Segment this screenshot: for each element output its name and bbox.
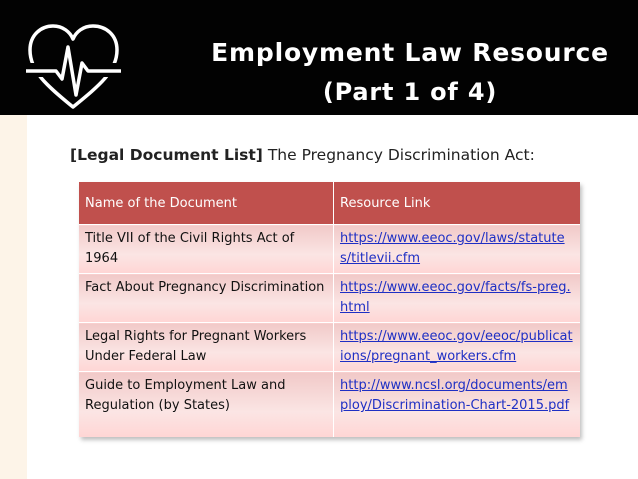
page-title: Employment Law Resource (211, 38, 609, 67)
intro-text (70, 146, 535, 164)
resource-link[interactable]: https://www.eeoc.gov/eeoc/publications/pregnant_workers.cfm (334, 323, 580, 372)
intro-description: The Pregnancy Discrimination Act: (262, 146, 535, 164)
resource-link[interactable]: https://www.eeoc.gov/laws/statutes/titlevii.cfm (334, 225, 580, 274)
intro-label: [Legal Document List] (70, 146, 263, 164)
document-name-cell: Fact About Pregnancy Discrimination (79, 274, 334, 323)
table-row (79, 225, 580, 274)
title-banner (0, 0, 638, 115)
legal-document-table (79, 182, 580, 437)
document-name-cell: Guide to Employment Law and Regulation (by States) (79, 372, 334, 438)
table-row (79, 274, 580, 323)
table-row (79, 323, 580, 372)
column-header-link: Resource Link (334, 182, 580, 225)
table-row (79, 372, 580, 438)
document-name-cell: Legal Rights for Pregnant Workers Under Federal Law (79, 323, 334, 372)
column-header-name: Name of the Document (79, 182, 334, 225)
heart-pulse-icon (26, 23, 121, 111)
resource-link[interactable]: http://www.ncsl.org/documents/employ/Discrimination-Chart-2015.pdf (334, 372, 580, 438)
resource-link[interactable]: https://www.eeoc.gov/facts/fs-preg.html (334, 274, 580, 323)
page-subtitle: (Part 1 of 4) (322, 78, 498, 106)
table-header-row (79, 182, 580, 225)
document-name-cell: Title VII of the Civil Rights Act of 1964 (79, 225, 334, 274)
